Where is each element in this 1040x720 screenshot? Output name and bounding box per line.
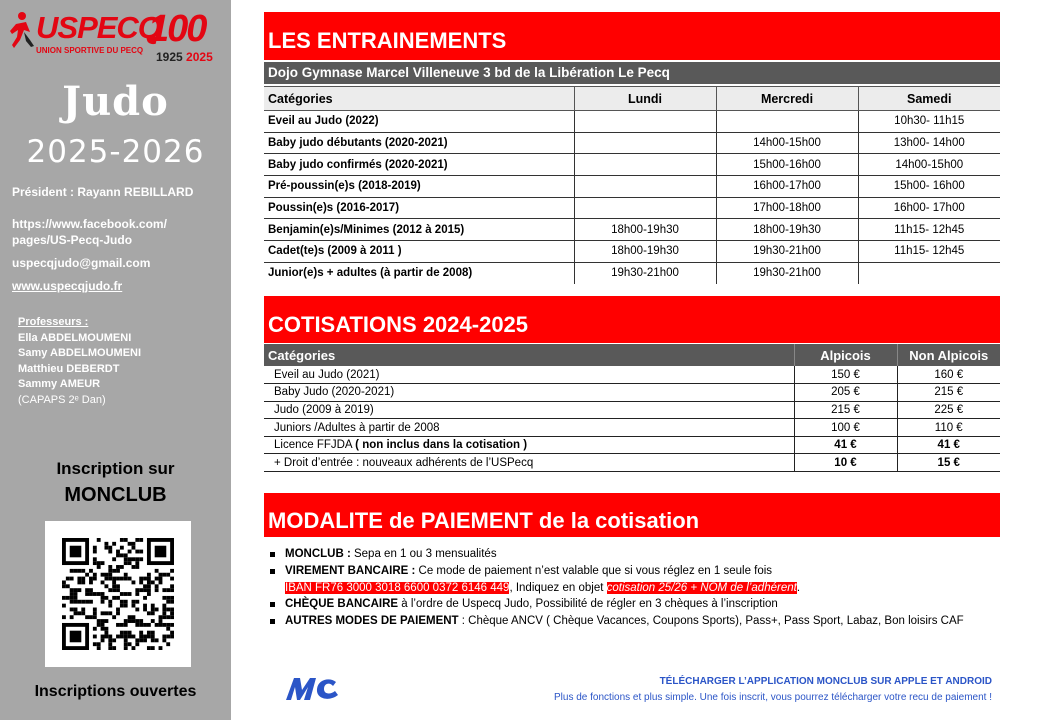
inscription-line1: Inscription sur bbox=[56, 459, 175, 478]
category-cell: Cadet(te)s (2009 à 2011 ) bbox=[264, 241, 574, 263]
licence-row bbox=[264, 436, 1000, 454]
time-cell: 18h00-19h30 bbox=[574, 241, 716, 263]
category-cell: Junior(e)s + adultes (à partir de 2008) bbox=[268, 267, 473, 280]
price-cell: 41 € bbox=[897, 436, 1000, 454]
time-cell: 11h15- 12h45 bbox=[858, 241, 1000, 263]
uspecq-logo bbox=[6, 8, 226, 70]
time-cell: 10h30- 11h15 bbox=[858, 111, 1000, 133]
entry-fee-row bbox=[264, 454, 1000, 472]
app-download-subtext: Plus de fonctions et plus simple. Une fois inscrit, vous pourrez télécharger votre recu de paiement ! bbox=[554, 692, 992, 703]
time-cell bbox=[574, 111, 716, 133]
time-cell: 18h00-19h30 bbox=[574, 219, 716, 241]
payment-text: Sepa en 1 ou 3 mensualités bbox=[350, 548, 497, 560]
professor-name: Sammy AMEUR bbox=[18, 378, 101, 390]
cotisations-table bbox=[264, 344, 1000, 472]
price-cell: 215 € bbox=[794, 401, 897, 419]
time-cell: 15h00-16h00 bbox=[716, 154, 858, 176]
time-cell bbox=[574, 132, 716, 154]
entry-fee-cell: + Droit d’entrée : nouveaux adhérents de l’USPecq bbox=[264, 454, 794, 472]
table-row bbox=[264, 154, 1000, 176]
professors-heading: Professeurs : bbox=[18, 316, 89, 328]
time-cell: 18h00-19h30 bbox=[716, 219, 858, 241]
logo-years bbox=[156, 50, 213, 64]
inscriptions-open-label: Inscriptions ouvertes bbox=[34, 683, 197, 700]
category-cell: Poussin(e)s (2016-2017) bbox=[264, 197, 574, 219]
price-cell: 205 € bbox=[794, 384, 897, 402]
payment-text: Ce mode de paiement n’est valable que si vous réglez en 1 seule fois bbox=[415, 564, 773, 577]
list-item bbox=[268, 563, 998, 597]
professor-grade: (CAPAPS 2ᵉ Dan) bbox=[18, 393, 106, 406]
facebook-link-line2: pages/US-Pecq-Judo bbox=[12, 233, 133, 247]
column-header: Lundi bbox=[574, 87, 716, 111]
logo-anniversary: 100 bbox=[148, 8, 206, 50]
training-schedule-table bbox=[264, 86, 1000, 284]
iban-instruction: , Indiquez en objet bbox=[509, 581, 607, 594]
price-cell: 150 € bbox=[794, 366, 897, 384]
facebook-link-line1: https://www.facebook.com/ bbox=[12, 217, 167, 231]
time-cell: 19h30-21h00 bbox=[716, 241, 858, 263]
iban-highlight: IBAN FR76 3000 3018 6600 0372 6146 449 bbox=[285, 581, 510, 594]
logo-tagline: UNION SPORTIVE DU PECQ bbox=[36, 46, 144, 55]
sport-title: Judo bbox=[62, 78, 169, 125]
time-cell bbox=[716, 111, 858, 133]
time-cell: 16h00-17h00 bbox=[716, 176, 858, 198]
table-row bbox=[264, 241, 1000, 263]
inscription-callout bbox=[0, 456, 231, 508]
time-cell bbox=[574, 176, 716, 198]
category-cell: Eveil au Judo (2021) bbox=[264, 366, 794, 384]
table-row bbox=[264, 262, 1000, 284]
time-cell: 14h00-15h00 bbox=[858, 154, 1000, 176]
price-cell: 110 € bbox=[897, 419, 1000, 437]
time-cell: 16h00- 17h00 bbox=[858, 197, 1000, 219]
time-cell: 19h30-21h00 bbox=[574, 262, 716, 284]
iban-end: . bbox=[796, 581, 801, 594]
column-header: Alpicois bbox=[794, 344, 897, 366]
category-cell: Pré-poussin(e)s (2018-2019) bbox=[264, 176, 574, 198]
payment-key: AUTRES MODES DE PAIEMENT bbox=[285, 615, 459, 628]
logo-year-end: 2025 bbox=[186, 50, 213, 64]
column-header: Non Alpicois bbox=[897, 344, 1000, 366]
time-cell bbox=[574, 154, 716, 176]
venue-label: Dojo Gymnase Marcel Villeneuve 3 bd de la Libération Le Pecq bbox=[264, 62, 1000, 84]
cotisations-title: COTISATIONS 2024-2025 bbox=[264, 296, 1000, 343]
president-label: Président : Rayann REBILLARD bbox=[12, 185, 194, 199]
professor-name: Matthieu DEBERDT bbox=[18, 362, 120, 375]
category-cell: Baby Judo (2020-2021) bbox=[264, 384, 794, 402]
payment-key: CHÈQUE BANCAIRE bbox=[285, 598, 399, 611]
time-cell bbox=[574, 197, 716, 219]
runner-logo-icon bbox=[6, 10, 36, 50]
list-item bbox=[268, 596, 998, 613]
table-row bbox=[264, 132, 1000, 154]
price-cell: 10 € bbox=[794, 454, 897, 472]
monclub-logo-icon bbox=[284, 676, 344, 702]
price-cell: 15 € bbox=[897, 454, 1000, 472]
category-cell: Eveil au Judo (2022) bbox=[264, 111, 574, 133]
table-row bbox=[264, 176, 1000, 198]
column-header: Mercredi bbox=[716, 87, 858, 111]
list-item bbox=[268, 546, 998, 563]
table-row bbox=[264, 219, 1000, 241]
table-row bbox=[264, 197, 1000, 219]
price-cell: 215 € bbox=[897, 384, 1000, 402]
payment-key: MONCLUB : bbox=[285, 548, 351, 560]
table-header-row bbox=[264, 87, 1000, 111]
email-link[interactable]: uspecqjudo@gmail.com bbox=[12, 256, 151, 270]
time-cell: 14h00-15h00 bbox=[716, 132, 858, 154]
professor-name: Samy ABDELMOUMENI bbox=[18, 347, 142, 359]
time-cell: 17h00-18h00 bbox=[716, 197, 858, 219]
time-cell: 19h30-21h00 bbox=[716, 262, 858, 284]
table-row bbox=[264, 384, 1000, 402]
price-cell: 41 € bbox=[794, 436, 897, 454]
category-cell: Baby judo débutants (2020-2021) bbox=[264, 132, 574, 154]
sidebar bbox=[0, 0, 231, 720]
inscription-line2: MONCLUB bbox=[64, 484, 167, 506]
time-cell: 13h00- 14h00 bbox=[858, 132, 1000, 154]
payment-methods-list bbox=[268, 546, 998, 630]
table-row bbox=[264, 366, 1000, 384]
trainings-title: LES ENTRAINEMENTS bbox=[264, 12, 1000, 60]
licence-label: Licence FFJDA bbox=[274, 439, 356, 452]
column-header: Catégories bbox=[264, 87, 574, 111]
professors-list bbox=[18, 315, 141, 408]
payment-text: : Chèque ANCV ( Chèque Vacances, Coupons Sports), Pass+, Pass Sport, Labaz, Bon loisirs CAF bbox=[458, 615, 964, 628]
payment-methods-title: MODALITE de PAIEMENT de la cotisation bbox=[264, 493, 1000, 537]
time-cell: 11h15- 12h45 bbox=[858, 219, 1000, 241]
logo-year-start: 1925 bbox=[156, 50, 183, 64]
category-cell: Judo (2009 à 2019) bbox=[264, 401, 794, 419]
time-cell: 15h00- 16h00 bbox=[858, 176, 1000, 198]
website-link[interactable]: www.uspecqjudo.fr bbox=[12, 279, 123, 293]
time-cell bbox=[858, 262, 1000, 284]
column-header: Catégories bbox=[264, 344, 794, 366]
price-cell: 160 € bbox=[897, 366, 1000, 384]
logo-brand: USPECQ bbox=[36, 10, 161, 45]
price-cell: 100 € bbox=[794, 419, 897, 437]
app-download-label[interactable]: TÉLÉCHARGER L’APPLICATION MONCLUB SUR APPLE ET ANDROID bbox=[659, 676, 992, 687]
qr-code[interactable] bbox=[45, 521, 191, 667]
payment-key: VIREMENT BANCAIRE : bbox=[285, 564, 416, 577]
table-header-row bbox=[264, 344, 1000, 366]
price-cell: 225 € bbox=[897, 401, 1000, 419]
category-cell: Baby judo confirmés (2020-2021) bbox=[264, 154, 574, 176]
category-cell: Juniors /Adultes à partir de 2008 bbox=[264, 419, 794, 437]
category-cell: Benjamin(e)s/Minimes (2012 à 2015) bbox=[264, 219, 574, 241]
qr-code-icon bbox=[62, 538, 174, 650]
professor-name: Ella ABDELMOUMENI bbox=[18, 331, 132, 344]
licence-cell bbox=[264, 436, 794, 454]
table-row bbox=[264, 419, 1000, 437]
facebook-link[interactable] bbox=[12, 216, 167, 248]
season-label: 2025-2026 bbox=[26, 134, 205, 170]
table-row bbox=[264, 401, 1000, 419]
payment-text: à l’ordre de Uspecq Judo, Possibilité de régler en 3 chèques à l’inscription bbox=[398, 598, 778, 611]
licence-note: ( non inclus dans la cotisation ) bbox=[355, 439, 528, 452]
table-row bbox=[264, 111, 1000, 133]
list-item bbox=[268, 613, 998, 630]
column-header: Samedi bbox=[858, 87, 1000, 111]
payment-object-highlight: cotisation 25/26 + NOM de l’adhérent bbox=[606, 581, 797, 594]
